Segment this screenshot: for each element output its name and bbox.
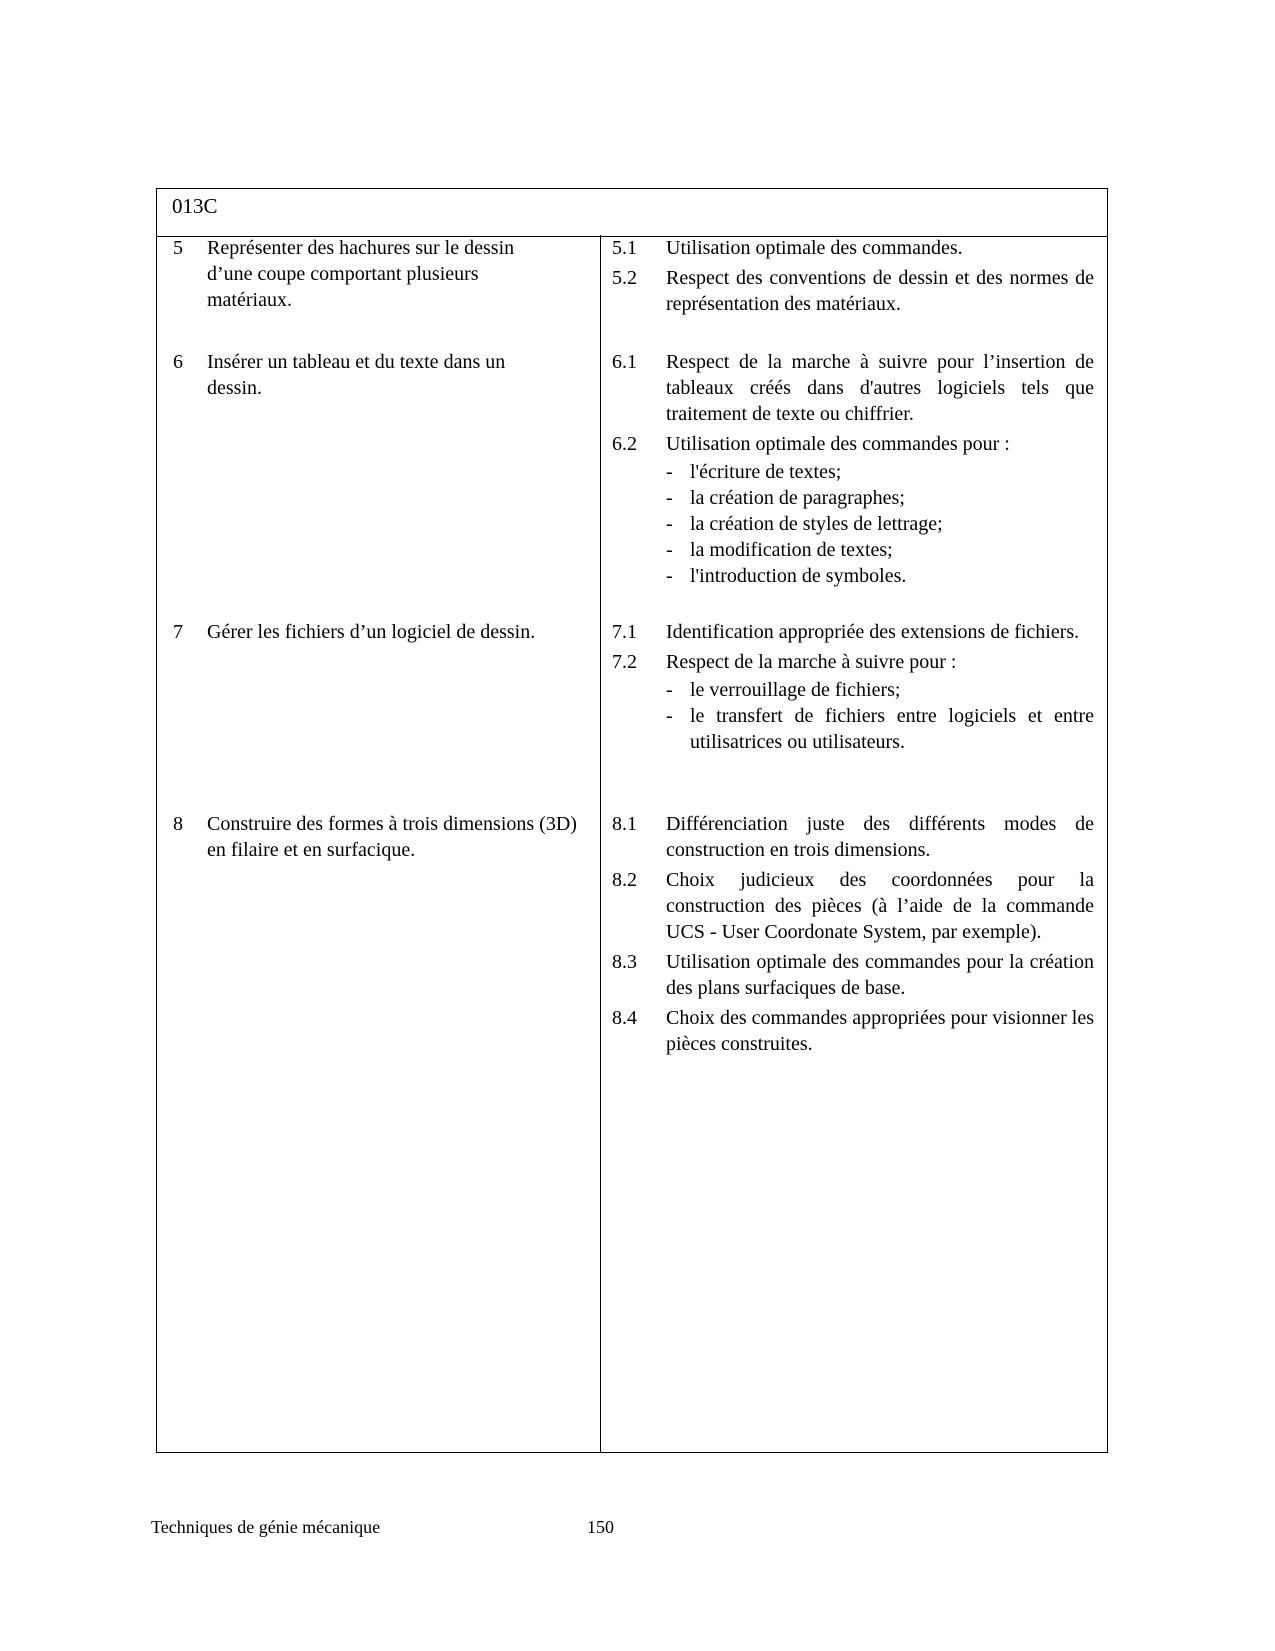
criterion	[612, 235, 1094, 261]
criterion	[612, 265, 1094, 317]
bullet-text: la création de styles de lettrage;	[690, 513, 943, 535]
criterion-number: 5.2	[612, 267, 637, 289]
column-divider	[600, 235, 601, 1452]
criterion-number: 8.4	[612, 1007, 637, 1029]
criterion-text: Utilisation optimale des commandes pour la création des plans surfaciques de base.	[666, 951, 1094, 999]
footer-program: Techniques de génie mécanique	[151, 1517, 381, 1537]
criterion-text: Utilisation optimale des commandes pour :	[666, 433, 1010, 455]
list-item	[666, 459, 1094, 485]
bullet-list	[666, 677, 1094, 755]
element-cell	[173, 619, 593, 645]
bullet-text: le verrouillage de fichiers;	[690, 679, 901, 701]
bullet-text: l'introduction de symboles.	[690, 565, 907, 587]
criterion-text: Respect de la marche à suivre pour l’insertion de tableaux créés dans d'autres logiciels tels que traitement de texte ou chiffrier.	[666, 351, 1094, 425]
criterion-number: 8.1	[612, 813, 637, 835]
list-item	[666, 703, 1094, 755]
bullet-marker: -	[666, 679, 673, 701]
criterion-number: 5.1	[612, 237, 637, 259]
criterion	[612, 619, 1094, 645]
criterion-text: Identification appropriée des extensions de fichiers.	[666, 621, 1080, 643]
criterion-number: 7.1	[612, 621, 637, 643]
criterion-number: 6.2	[612, 433, 637, 455]
criterion	[612, 649, 1094, 759]
list-item	[666, 537, 1094, 563]
element-text: Insérer un tableau et du texte dans un dessin.	[207, 351, 506, 399]
element-number: 8	[173, 813, 183, 835]
element-cell	[173, 811, 593, 863]
criteria-cell	[612, 235, 1094, 321]
criterion	[612, 949, 1094, 1001]
element-text: Représenter des hachures sur le dessin d’une coupe comportant plusieurs matériaux.	[207, 237, 515, 311]
competency-code: 013C	[172, 194, 218, 218]
bullet-list	[666, 459, 1094, 589]
criterion-content	[666, 649, 1094, 759]
criterion	[612, 349, 1094, 427]
criterion	[612, 1005, 1094, 1057]
criterion-text: Différenciation juste des différents modes de construction en trois dimensions.	[666, 813, 1094, 861]
bullet-marker: -	[666, 461, 673, 483]
bullet-marker: -	[666, 565, 673, 587]
page-number: 150	[587, 1517, 614, 1537]
element-text: Construire des formes à trois dimensions (3D) en filaire et en surfacique.	[207, 813, 577, 861]
criterion	[612, 431, 1094, 593]
criterion-content	[666, 431, 1094, 593]
bullet-text: la modification de textes;	[690, 539, 893, 561]
criterion-text: Choix judicieux des coordonnées pour la construction des pièces (à l’aide de la commande UCS - User Coordonate System, par exemple).	[666, 869, 1094, 943]
bullet-marker: -	[666, 487, 673, 509]
bullet-text: la création de paragraphes;	[690, 487, 905, 509]
criterion-text: Utilisation optimale des commandes.	[666, 237, 963, 259]
bullet-text: l'écriture de textes;	[690, 461, 842, 483]
criterion-number: 6.1	[612, 351, 637, 373]
criterion-number: 8.3	[612, 951, 637, 973]
list-item	[666, 563, 1094, 589]
criterion-text: Choix des commandes appropriées pour visionner les pièces construites.	[666, 1007, 1094, 1055]
bullet-marker: -	[666, 513, 673, 535]
bullet-marker: -	[666, 705, 673, 727]
element-number: 7	[173, 621, 183, 643]
element-cell	[173, 235, 593, 313]
criterion-text: Respect des conventions de dessin et des normes de représentation des matériaux.	[666, 267, 1094, 315]
criteria-cell	[612, 811, 1094, 1061]
criteria-cell	[612, 619, 1094, 763]
element-number: 6	[173, 351, 183, 373]
criterion-text: Respect de la marche à suivre pour :	[666, 651, 957, 673]
competency-table	[156, 188, 1108, 1453]
bullet-marker: -	[666, 539, 673, 561]
criterion	[612, 867, 1094, 945]
element-text: Gérer les fichiers d’un logiciel de dessin.	[207, 621, 536, 643]
list-item	[666, 485, 1094, 511]
list-item	[666, 511, 1094, 537]
criteria-cell	[612, 349, 1094, 597]
criterion-number: 8.2	[612, 869, 637, 891]
criterion-number: 7.2	[612, 651, 637, 673]
bullet-text: le transfert de fichiers entre logiciels et entre utilisatrices ou utilisateurs.	[690, 705, 1094, 753]
criterion	[612, 811, 1094, 863]
element-cell	[173, 349, 593, 401]
table-header	[157, 189, 1107, 237]
list-item	[666, 677, 1094, 703]
element-number: 5	[173, 237, 183, 259]
